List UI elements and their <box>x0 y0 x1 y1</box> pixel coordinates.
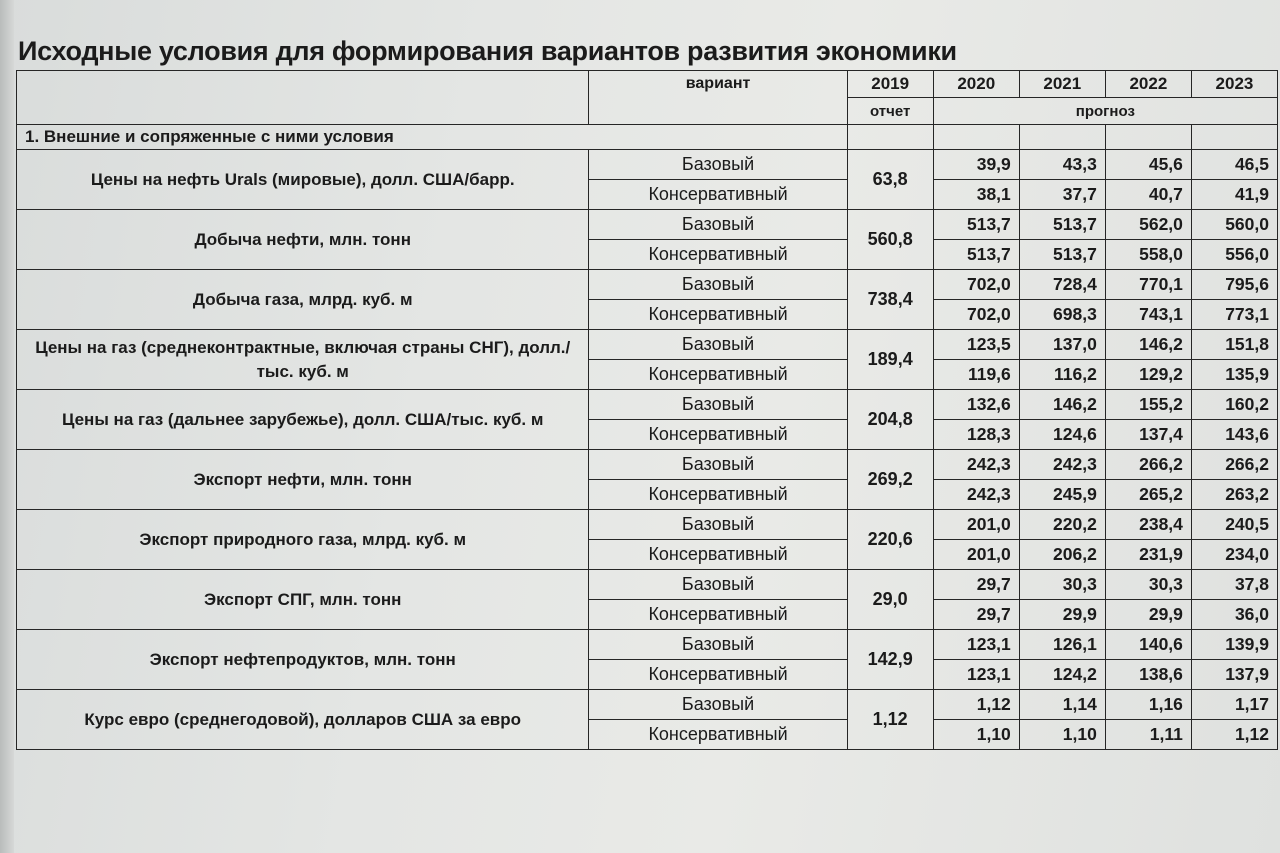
forecast-value: 155,2 <box>1105 390 1191 420</box>
forecast-value: 41,9 <box>1191 180 1277 210</box>
section-title: 1. Внешние и сопряженные с ними условия <box>17 125 848 150</box>
forecast-value: 265,2 <box>1105 480 1191 510</box>
indicator-name: Цены на газ (дальнее зарубежье), долл. США/тыс. куб. м <box>17 390 589 450</box>
table-row <box>17 150 1278 180</box>
forecast-value: 123,1 <box>933 660 1019 690</box>
forecast-value: 30,3 <box>1105 570 1191 600</box>
variant-conservative-label: Консервативный <box>589 180 847 210</box>
forecast-value: 266,2 <box>1191 450 1277 480</box>
section-empty-cell <box>1105 125 1191 150</box>
variant-base-label: Базовый <box>589 450 847 480</box>
forecast-value: 124,2 <box>1019 660 1105 690</box>
table-row <box>17 630 1278 660</box>
value-2019: 1,12 <box>847 690 933 750</box>
forecast-value: 513,7 <box>1019 210 1105 240</box>
forecast-value: 29,7 <box>933 570 1019 600</box>
value-2019: 738,4 <box>847 270 933 330</box>
variant-conservative-label: Консервативный <box>589 720 847 750</box>
forecast-value: 1,12 <box>1191 720 1277 750</box>
forecast-value: 160,2 <box>1191 390 1277 420</box>
section-row <box>17 125 1278 150</box>
forecast-value: 560,0 <box>1191 210 1277 240</box>
variant-base-label: Базовый <box>589 690 847 720</box>
table-row <box>17 570 1278 600</box>
forecast-value: 124,6 <box>1019 420 1105 450</box>
forecast-value: 146,2 <box>1019 390 1105 420</box>
forecast-value: 240,5 <box>1191 510 1277 540</box>
indicator-name: Экспорт СПГ, млн. тонн <box>17 570 589 630</box>
forecast-value: 266,2 <box>1105 450 1191 480</box>
value-2019: 560,8 <box>847 210 933 270</box>
forecast-value: 562,0 <box>1105 210 1191 240</box>
forecast-value: 29,7 <box>933 600 1019 630</box>
variant-conservative-label: Консервативный <box>589 600 847 630</box>
table-row <box>17 210 1278 240</box>
forecast-value: 201,0 <box>933 510 1019 540</box>
value-2019: 269,2 <box>847 450 933 510</box>
report-label: отчет <box>847 98 933 125</box>
indicator-name: Добыча нефти, млн. тонн <box>17 210 589 270</box>
page-edge-shadow <box>0 0 14 853</box>
forecast-value: 116,2 <box>1019 360 1105 390</box>
forecast-value: 36,0 <box>1191 600 1277 630</box>
forecast-value: 132,6 <box>933 390 1019 420</box>
forecast-value: 513,7 <box>1019 240 1105 270</box>
forecast-value: 1,11 <box>1105 720 1191 750</box>
variant-conservative-label: Консервативный <box>589 660 847 690</box>
forecast-value: 698,3 <box>1019 300 1105 330</box>
forecast-value: 743,1 <box>1105 300 1191 330</box>
forecast-value: 1,10 <box>1019 720 1105 750</box>
forecast-value: 39,9 <box>933 150 1019 180</box>
forecast-value: 242,3 <box>933 480 1019 510</box>
forecast-value: 558,0 <box>1105 240 1191 270</box>
indicator-name: Экспорт нефтепродуктов, млн. тонн <box>17 630 589 690</box>
year-2021-header: 2021 <box>1019 71 1105 98</box>
forecast-value: 245,9 <box>1019 480 1105 510</box>
forecast-value: 242,3 <box>1019 450 1105 480</box>
forecast-value: 139,9 <box>1191 630 1277 660</box>
variant-conservative-label: Консервативный <box>589 420 847 450</box>
forecast-value: 206,2 <box>1019 540 1105 570</box>
forecast-value: 128,3 <box>933 420 1019 450</box>
variant-conservative-label: Консервативный <box>589 540 847 570</box>
forecast-value: 231,9 <box>1105 540 1191 570</box>
variant-conservative-label: Консервативный <box>589 360 847 390</box>
indicator-name: Цены на нефть Urals (мировые), долл. США/барр. <box>17 150 589 210</box>
forecast-value: 513,7 <box>933 210 1019 240</box>
forecast-value: 1,17 <box>1191 690 1277 720</box>
forecast-value: 773,1 <box>1191 300 1277 330</box>
table-row <box>17 450 1278 480</box>
variant-base-label: Базовый <box>589 570 847 600</box>
year-2022-header: 2022 <box>1105 71 1191 98</box>
forecast-value: 143,6 <box>1191 420 1277 450</box>
forecast-value: 137,9 <box>1191 660 1277 690</box>
header-row-years <box>17 71 1278 98</box>
forecast-value: 220,2 <box>1019 510 1105 540</box>
forecast-value: 1,12 <box>933 690 1019 720</box>
variant-base-label: Базовый <box>589 150 847 180</box>
value-2019: 63,8 <box>847 150 933 210</box>
indicator-name: Экспорт природного газа, млрд. куб. м <box>17 510 589 570</box>
value-2019: 189,4 <box>847 330 933 390</box>
forecast-value: 126,1 <box>1019 630 1105 660</box>
variant-base-label: Базовый <box>589 510 847 540</box>
indicator-name: Добыча газа, млрд. куб. м <box>17 270 589 330</box>
year-2020-header: 2020 <box>933 71 1019 98</box>
variant-base-label: Базовый <box>589 270 847 300</box>
forecast-value: 123,5 <box>933 330 1019 360</box>
value-2019: 29,0 <box>847 570 933 630</box>
forecast-value: 1,14 <box>1019 690 1105 720</box>
year-2023-header: 2023 <box>1191 71 1277 98</box>
forecast-value: 795,6 <box>1191 270 1277 300</box>
table-row <box>17 510 1278 540</box>
variant-conservative-label: Консервативный <box>589 240 847 270</box>
value-2019: 204,8 <box>847 390 933 450</box>
forecast-value: 242,3 <box>933 450 1019 480</box>
indicator-name: Экспорт нефти, млн. тонн <box>17 450 589 510</box>
table-row <box>17 330 1278 360</box>
forecast-value: 37,7 <box>1019 180 1105 210</box>
section-empty-cell <box>1191 125 1277 150</box>
forecast-value: 234,0 <box>1191 540 1277 570</box>
forecast-value: 513,7 <box>933 240 1019 270</box>
indicator-name: Цены на газ (среднеконтрактные, включая страны СНГ), долл./тыс. куб. м <box>17 330 589 390</box>
indicator-header-cell <box>17 71 589 125</box>
forecast-value: 151,8 <box>1191 330 1277 360</box>
section-empty-cell <box>847 125 933 150</box>
forecast-value: 135,9 <box>1191 360 1277 390</box>
section-empty-cell <box>933 125 1019 150</box>
forecast-value: 238,4 <box>1105 510 1191 540</box>
forecast-value: 146,2 <box>1105 330 1191 360</box>
forecast-value: 137,0 <box>1019 330 1105 360</box>
forecast-value: 138,6 <box>1105 660 1191 690</box>
forecast-value: 1,10 <box>933 720 1019 750</box>
forecast-value: 702,0 <box>933 300 1019 330</box>
forecast-value: 123,1 <box>933 630 1019 660</box>
forecast-value: 556,0 <box>1191 240 1277 270</box>
forecast-value: 29,9 <box>1019 600 1105 630</box>
forecast-value: 129,2 <box>1105 360 1191 390</box>
value-2019: 142,9 <box>847 630 933 690</box>
forecast-value: 137,4 <box>1105 420 1191 450</box>
data-table <box>16 70 1278 750</box>
document-title: Исходные условия для формирования вариантов развития экономики <box>18 36 957 66</box>
variant-base-label: Базовый <box>589 210 847 240</box>
forecast-value: 46,5 <box>1191 150 1277 180</box>
forecast-value: 1,16 <box>1105 690 1191 720</box>
forecast-value: 45,6 <box>1105 150 1191 180</box>
forecast-value: 29,9 <box>1105 600 1191 630</box>
variant-header: вариант <box>589 71 847 125</box>
forecast-value: 43,3 <box>1019 150 1105 180</box>
table-row <box>17 690 1278 720</box>
forecast-value: 37,8 <box>1191 570 1277 600</box>
forecast-value: 30,3 <box>1019 570 1105 600</box>
forecast-value: 201,0 <box>933 540 1019 570</box>
forecast-value: 728,4 <box>1019 270 1105 300</box>
table-row <box>17 390 1278 420</box>
variant-base-label: Базовый <box>589 630 847 660</box>
year-2019-header: 2019 <box>847 71 933 98</box>
forecast-value: 702,0 <box>933 270 1019 300</box>
forecast-value: 40,7 <box>1105 180 1191 210</box>
variant-base-label: Базовый <box>589 330 847 360</box>
variant-base-label: Базовый <box>589 390 847 420</box>
forecast-value: 263,2 <box>1191 480 1277 510</box>
value-2019: 220,6 <box>847 510 933 570</box>
forecast-value: 140,6 <box>1105 630 1191 660</box>
indicator-name: Курс евро (среднегодовой), долларов США за евро <box>17 690 589 750</box>
variant-conservative-label: Консервативный <box>589 300 847 330</box>
forecast-value: 770,1 <box>1105 270 1191 300</box>
forecast-value: 38,1 <box>933 180 1019 210</box>
variant-conservative-label: Консервативный <box>589 480 847 510</box>
table-row <box>17 270 1278 300</box>
forecast-label: прогноз <box>933 98 1277 125</box>
forecast-value: 119,6 <box>933 360 1019 390</box>
section-empty-cell <box>1019 125 1105 150</box>
